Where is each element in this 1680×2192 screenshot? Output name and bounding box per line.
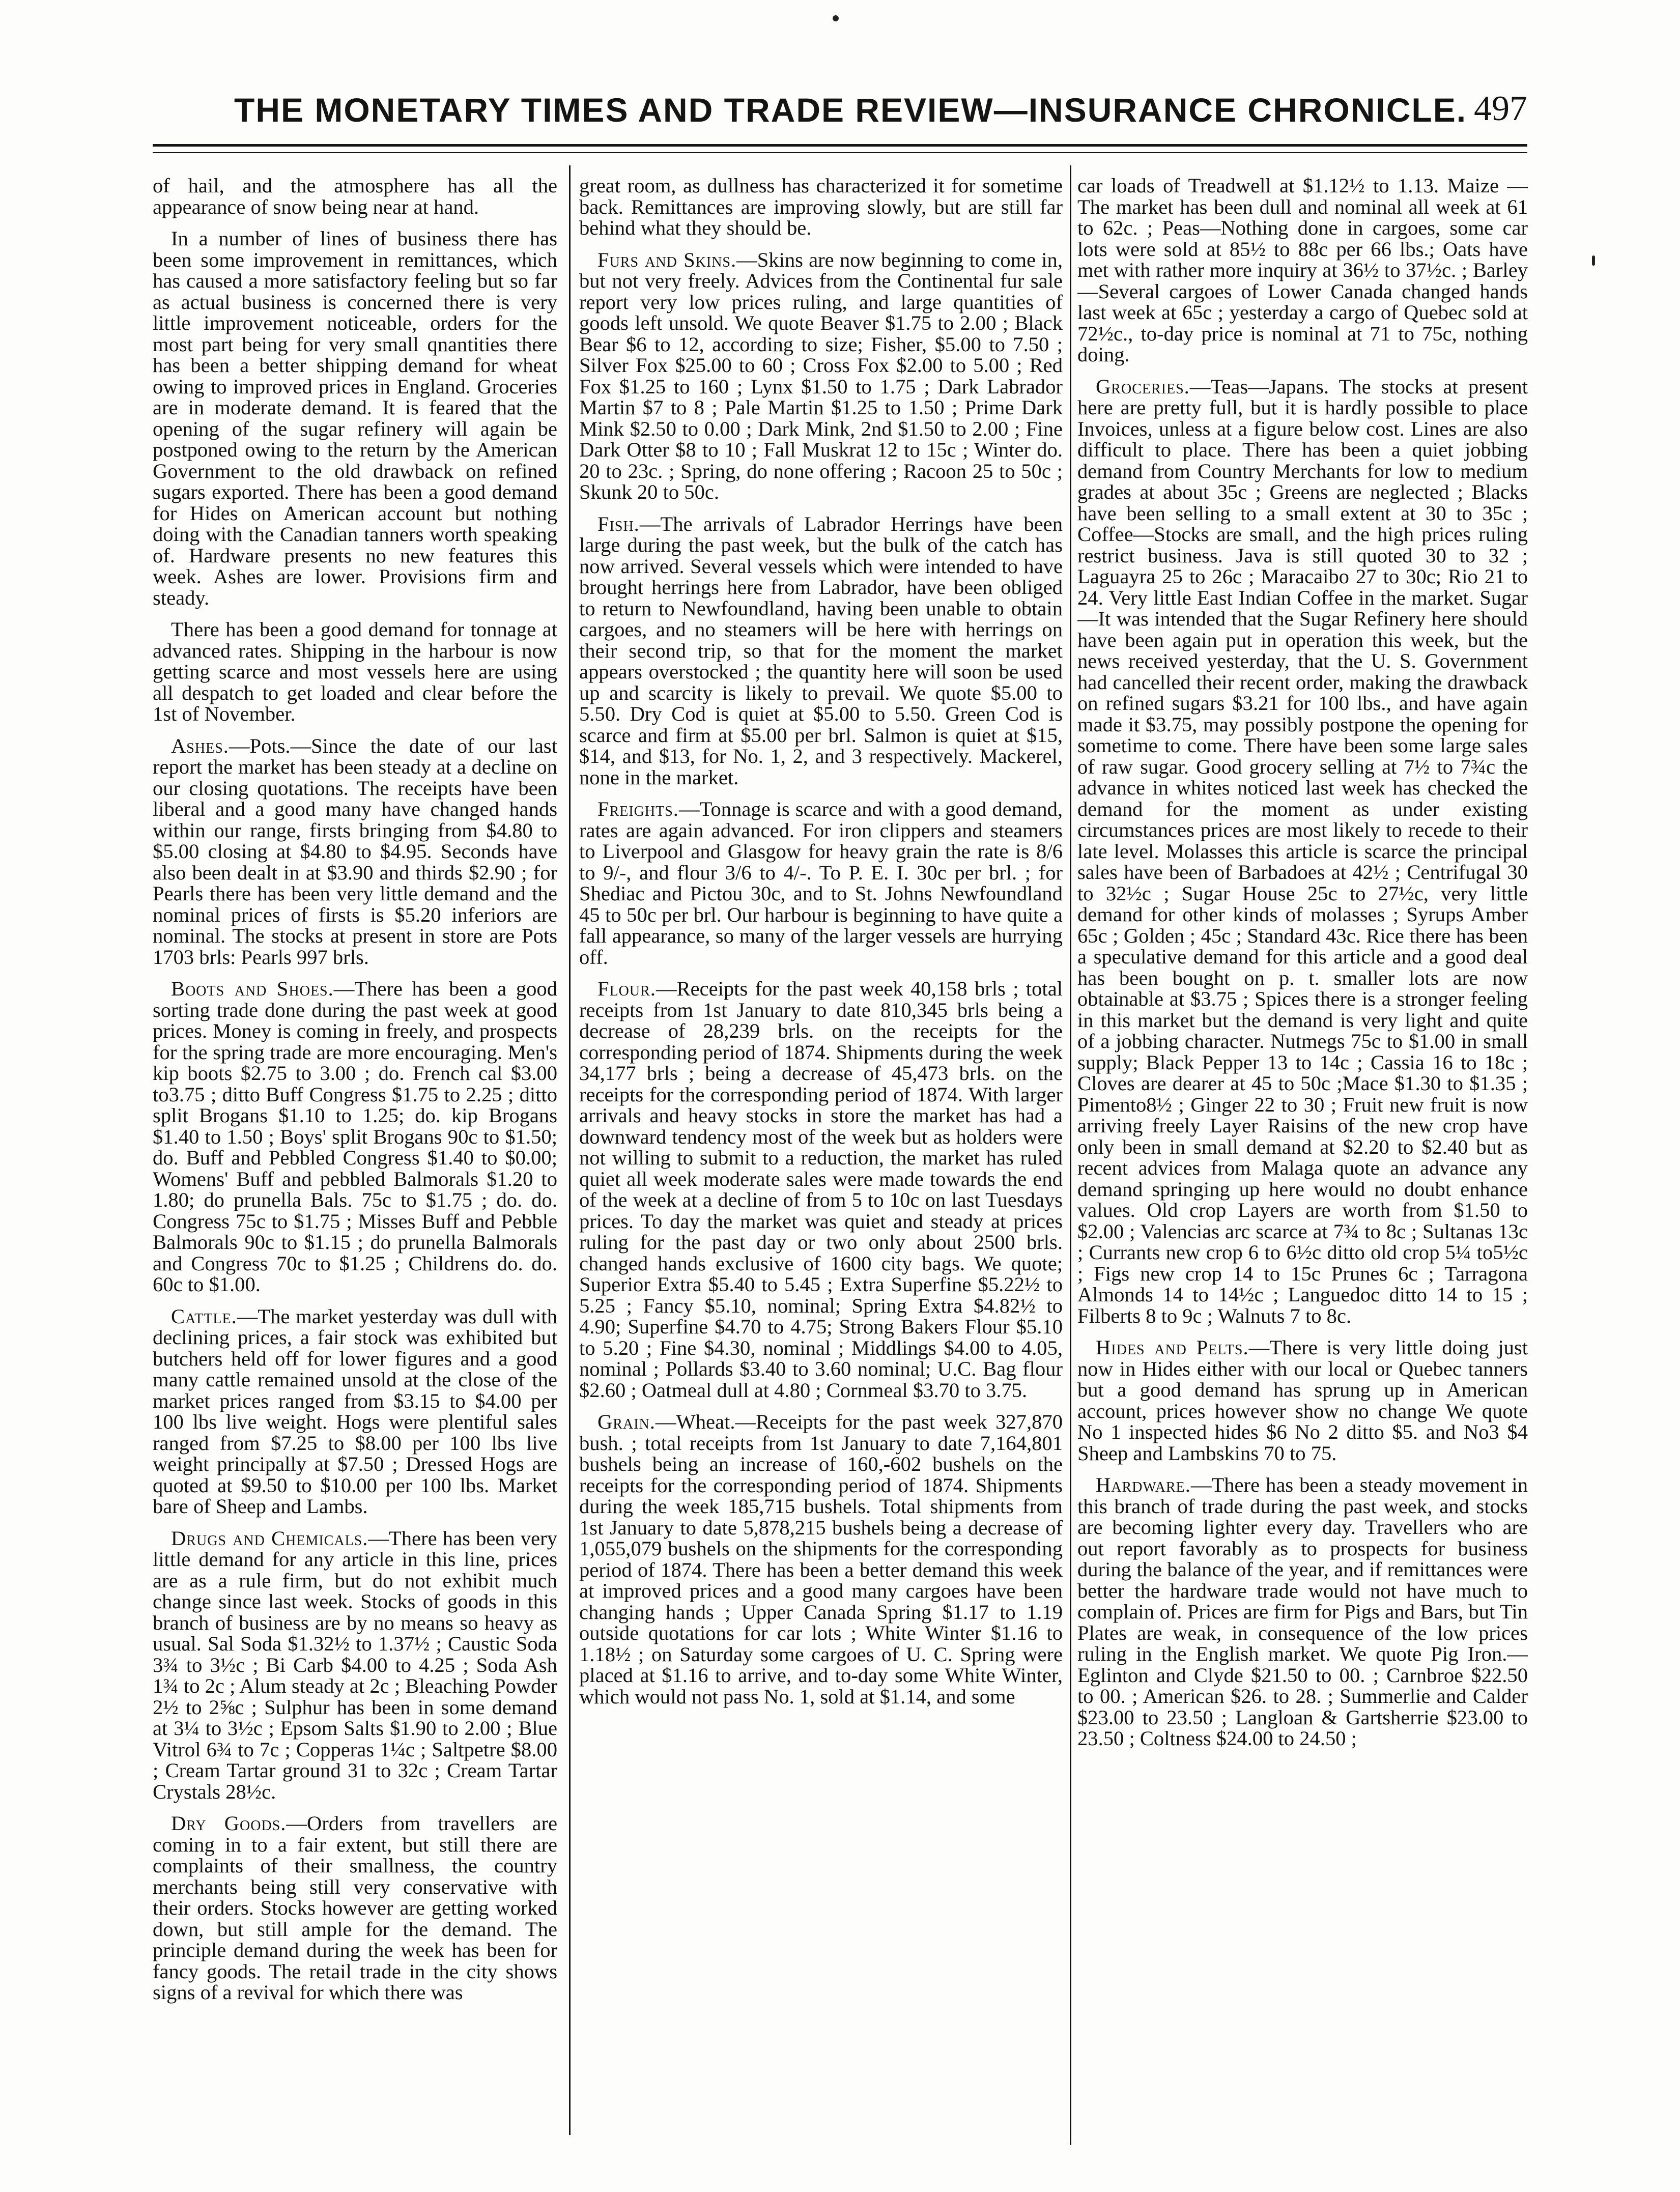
paragraph-text: —Teas—Japans. The stocks at present here are pretty full, but it is hardly possible to place Invoices, unless at a figure below cost. Lines are also difficult to place. There has been a quiet jobbing demand from Country Merchants for low to medium grades at about 35c ; Greens are neglected ; Blacks have been selling to a small extent at 30 to 35c ; Coffee—Stocks are small, and the high prices ruling restrict business. Java is still quoted 30 to 32 ; Laguayra 25 to 26c ; Maracaibo 27 to 30c; Rio 21 to 24. Very little East Indian Coffee in the market. Sugar—It was intended that the Sugar Refinery here should have been again put in operation this week, but the news received yesterday, that the U. S. Government had cancelled their recent order, making the drawback on refined sugars $3.21 for 100 lbs., and have again made it $3.75, may possibly postpone the opening for sometime to come. There have been some large sales of raw sugar. Good grocery selling at 7½ to 7¾c the advance in whites noticed last week has checked the demand for the moment as under existing circumstances prices are most likely to recede to their late level. Molasses this article is scarce the principal sales have been of Barbadoes at 42½ ; Centrifugal 30 to 32½c ; Sugar House 25c to 27½c, very little demand for other kinds of molasses ; Syrups Amber 65c ; Golden ; 45c ; Standard 43c. Rice there has been a speculative demand for this article and a good deal has been bought on p. t. smaller lots are now obtainable at $3.75 ; Spices there is a stronger feeling in this market but the demand is very light and quite of a jobbing character. Nutmegs 75c to $1.00 in small supply; Black Pepper 13 to 14c ; Cassia 16 to 18c ; Cloves are dearer at 45 to 50c ;Mace $1.30 to $1.35 ; Pimento8½ ; Ginger 22 to 30 ; Fruit new fruit is now arriving freely Layer Raisins of the new crop have only been in small demand at $2.20 to $2.40 but as recent advices from Malaga quote an advance any demand springing up here would no doubt enhance values. Old crop Layers are worth from $1.50 to $2.00 ; Valencias arc scarce at 7¾ to 8c ; Sultanas 13c ; Currants new crop 6 to 6½c ditto old crop 5¼ to5½c ; Figs new crop 14 to 15c Prunes 6c ; Tarragona Almonds 14 to 14½c ; Languedoc ditto 14 to 15 ; Filberts 8 to 9c ; Walnuts 7 to 8c. <box>1077 375 1528 1327</box>
section-heading: Flour. <box>597 977 656 1000</box>
header-rule-thick <box>153 144 1527 147</box>
body-paragraph <box>153 619 557 725</box>
paragraph-text: In a number of lines of business there has been some improvement in remittances, which has caused a more satisfactory feeling but so far as actual business is concerned there is very little improvement noticeable, orders for the most part being for very small qnantities there has been a better shipping demand for wheat owing to improved prices in England. Groceries are in moderate demand. It is feared that the opening of the sugar refinery will again be postponed owing to the return by the American Government to the old drawback on refined sugars exported. There has been a good demand for Hides on American account but nothing doing with the Canadian tanners worth speaking of. Hardware presents no new features this week. Ashes are lower. Provisions firm and steady. <box>153 227 557 609</box>
paragraph-text: —Skins are now beginning to come in, but not very freely. Advices from the Continental fur sale report very low prices ruling, and large quantities of goods left unsold. We quote Beaver $1.75 to 2.00 ; Black Bear $6 to 12, according to size; Fisher, $5.00 to 7.50 ; Silver Fox $25.00 to 60 ; Cross Fox $2.00 to 5.00 ; Red Fox $1.25 to 160 ; Lynx $1.50 to 1.75 ; Dark Labrador Martin $7 to 8 ; Pale Martin $1.25 to 1.50 ; Prime Dark Mink $2.50 to 0.00 ; Dark Mink, 2nd $1.50 to 2.00 ; Fine Dark Otter $8 to 10 ; Fall Muskrat 12 to 15c ; Winter do. 20 to 23c. ; Spring, do none offering ; Racoon 25 to 50c ; Skunk 20 to 50c. <box>579 248 1063 503</box>
market-report-paragraph <box>153 1306 557 1517</box>
page-header <box>153 76 1527 143</box>
body-paragraph <box>153 228 557 608</box>
body-paragraph <box>579 175 1063 239</box>
paragraph-text: —There is very little doing just now in Hides either with our local or Quebec tanners but a good demand has sprung up in American account, prices however show no change We quote No 1 inspected hides $6 No 2 ditto $5. and No3 $4 Sheep and Lambskins 70 to 75. <box>1077 1336 1528 1465</box>
column-left <box>153 175 557 2150</box>
market-report-paragraph <box>579 249 1063 503</box>
market-report-paragraph <box>579 1411 1063 1707</box>
column-right <box>1077 175 1528 2150</box>
scan-dot-mark <box>833 15 839 21</box>
paragraph-text: —There has been very little demand for any article in this line, prices are as a rule firm, but do not exhibit much change since last week. Stocks of goods in this branch of business are by no means so heavy as usual. Sal Soda $1.32½ to 1.37½ ; Caustic Soda 3¾ to 3½c ; Bi Carb $4.00 to 4.25 ; Soda Ash 1¾ to 2c ; Alum steady at 2c ; Bleaching Powder 2½ to 2⅝c ; Sulphur has been in some demand at 3¼ to 3½c ; Epsom Salts $1.90 to 2.00 ; Blue Vitrol 6¾ to 7c ; Copperas 1¼c ; Saltpetre $8.00 ; Cream Tartar ground 31 to 32c ; Cream Tartar Crystals 28½c. <box>153 1526 557 1803</box>
market-report-paragraph <box>153 1813 557 2003</box>
section-heading: Hardware. <box>1096 1473 1191 1496</box>
section-heading: Dry Goods. <box>171 1812 287 1835</box>
section-heading: Furs and Skins. <box>597 248 737 271</box>
market-report-paragraph <box>153 1528 557 1803</box>
column-divider-left <box>569 165 571 2135</box>
market-report-paragraph <box>579 799 1063 967</box>
paragraph-text: car loads of Treadwell at $1.12½ to 1.13. Maize —The market has been dull and nominal all week at 61 to 62c. ; Peas—Nothing done in cargoes, some car lots were sold at 85½ to 88c per 66 lbs.; Oats have met with rather more inquiry at 36½ to 37½c. ; Barley—Several cargoes of Lower Canada changed hands last week at 65c ; yesterday a cargo of Quebec sold at 72½c., to-day price is nominal at 71 to 75c, nothing doing. <box>1077 175 1528 366</box>
paragraph-text: —The arrivals of Labrador Herrings have been large during the past week, but the bulk of the catch has now arrived. Several vessels which were intended to have brought herrings here from Labrador, have been obliged to return to Newfoundland, having been unable to obtain cargoes, and no steamers will be here with herrings on their second trip, so that for the moment the market appears overstocked ; the quantity here will soon be used up and scarcity is likely to prevail. We quote $5.00 to 5.50. Dry Cod is quiet at $5.00 to 5.50. Green Cod is scarce and firm at $5.00 per brl. Salmon is quiet at $15, $14, and $13, for No. 1, 2, and 3 respectively. Mackerel, none in the market. <box>579 512 1063 789</box>
section-heading: Cattle. <box>171 1304 237 1328</box>
paragraph-text: There has been a good demand for tonnage at advanced rates. Shipping in the harbour is now getting scarce and most vessels here are using all despatch to get loaded and clear before the 1st of November. <box>153 618 557 725</box>
section-heading: Boots and Shoes. <box>171 977 334 1000</box>
market-report-paragraph <box>153 735 557 968</box>
paragraph-text: —The market yesterday was dull with declining prices, a fair stock was exhibited but butchers held off for lower figures and a good many cattle remained unsold at the close of the market prices ranged from $3.15 to $4.00 per 100 lbs live weight. Hogs were plentiful sales ranged from $7.25 to $8.00 per 100 lbs live weight principally at $7.50 ; Dressed Hogs are quoted at $9.50 to $10.00 per 100 lbs. Market bare of Sheep and Lambs. <box>153 1304 557 1518</box>
section-heading: Drugs and Chemicals. <box>171 1526 368 1550</box>
section-heading: Groceries. <box>1096 375 1190 398</box>
paragraph-text: —Tonnage is scarce and with a good demand, rates are again advanced. For iron clippers and steamers to Liverpool and Glasgow for heavy grain the rate is 8/6 to 9/-, and flour 3/6 to 4/-. To P. E. I. 30c per brl. ; for Shediac and Pictou 30c, and to St. Johns Newfoundland 45 to 50c per brl. Our harbour is beginning to have quite a fall appearance, so many of the larger vessels are hurrying off. <box>579 798 1063 969</box>
section-heading: Freights. <box>597 798 679 820</box>
paragraph-text: of hail, and the atmosphere has all the appearance of snow being near at hand. <box>153 175 557 218</box>
column-middle <box>579 175 1063 2150</box>
paragraph-text: —Receipts for the past week 40,158 brls ; total receipts from 1st January to date 810,345 brls being a decrease of 28,239 brls. on the receipts for the corresponding period of 1874. Shipments during the week 34,177 brls ; being a decrease of 45,473 brls. on the receipts for the corresponding period of 1874. With larger arrivals and heavy stocks in store the market has had a downward tendency most of the week but as holders were not willing to submit to a reduction, the market has ruled quiet all week moderate sales were made towards the end of the week at a decline of from 5 to 10c on last Tuesdays prices. To day the market was quiet and steady at prices ruling for the past day or two only about 2500 brls. changed hands exclusive of 1600 city bags. We quote; Superior Extra $5.40 to 5.45 ; Extra Superfine $5.22½ to 5.25 ; Fancy $5.10, nominal; Spring Extra $4.82½ to 4.90; Superfine $4.70 to 4.75; Strong Bakers Flour $5.10 to 5.20 ; Fine $4.30, nominal ; Middlings $4.00 to 4.05, nominal ; Pollards $3.40 to 3.60 nominal; U.C. Bag flour $2.60 ; Oatmeal dull at 4.80 ; Cornmeal $3.70 to 3.75. <box>579 977 1063 1402</box>
market-report-paragraph <box>579 514 1063 788</box>
market-report-paragraph <box>579 978 1063 1401</box>
column-divider-right <box>1070 165 1071 2145</box>
section-heading: Grain. <box>597 1410 656 1433</box>
section-heading: Ashes. <box>171 734 229 757</box>
page-number: 497 <box>1474 89 1527 128</box>
paragraph-text: —Pots.—Since the date of our last report the market has been steady at a decline on our closing quotations. The receipts have been liberal and a good many have changed hands within our range, firsts bringing from $4.80 to $5.00 closing at $4.80 to $4.95. Seconds have also been dealt in at $3.90 and thirds $2.90 ; for Pearls there has been very little demand and the nominal prices of firsts is $5.20 inferiors are nominal. The stocks at present in store are Pots 1703 brls: Pearls 997 brls. <box>153 734 557 969</box>
paragraph-text: —Orders from travellers are coming in to a fair extent, but still there are complaints of their smallness, the country merchants being still very conservative with their orders. Stocks however are getting worked down, but still ample for the demand. The principle demand during the week has been for fancy goods. The retail trade in the city shows signs of a revival for which there was <box>153 1812 557 2004</box>
market-report-paragraph <box>1077 1474 1528 1749</box>
body-paragraph <box>153 175 557 217</box>
paragraph-text: —Wheat.—Receipts for the past week 327,870 bush. ; total receipts from 1st January to date 7,164,801 bushels being an increase of 160,-602 bushels on the receipts for the corresponding period of 1874. Shipments during the week 185,715 bushels. Total shipments from 1st January to date 5,878,215 bushels being a decrease of 1,055,079 bushels on the shipments for the corresponding period of 1874. There has been a better demand this week at improved prices and a good many cargoes have been changing hands ; Upper Canada Spring $1.17 to 1.19 outside quotations for car lots ; White Winter $1.16 to 1.18½ ; on Saturday some cargoes of U. C. Spring were placed at $1.16 to arrive, and to-day some White Winter, which would not pass No. 1, sold at $1.14, and some <box>579 1410 1063 1708</box>
market-report-paragraph <box>1077 1337 1528 1464</box>
header-rule-thin <box>153 152 1527 153</box>
section-heading: Hides and Pelts. <box>1096 1336 1249 1359</box>
body-paragraph <box>1077 175 1528 365</box>
market-report-paragraph <box>153 978 557 1295</box>
journal-title: THE MONETARY TIMES AND TRADE REVIEW—INSURANCE CHRONICLE. <box>234 91 1467 129</box>
paragraph-text: —There has been a steady movement in this branch of trade during the past week, and stocks are becoming lighter every day. Travellers who are out report favorably as to prospects for business during the balance of the year, and if remittances were better the hardware trade would not have much to complain of. Prices are firm for Pigs and Bars, but Tin Plates are weak, in consequence of the low prices ruling in the English market. We quote Pig Iron.—Eglinton and Clyde $21.50 to 00. ; Carnbroe $22.50 to 00. ; American $26. to 28. ; Summerlie and Calder $23.00 to 23.50 ; Langloan & Gartsherrie $23.00 to 23.50 ; Coltness $24.00 to 24.50 ; <box>1077 1473 1528 1750</box>
section-heading: Fish. <box>597 512 640 535</box>
paragraph-text: great room, as dullness has characterized it for sometime back. Remittances are improving slowly, but are still far behind what they should be. <box>579 175 1063 239</box>
scan-dot-mark <box>1592 255 1595 266</box>
market-report-paragraph <box>1077 376 1528 1327</box>
paragraph-text: —There has been a good sorting trade done during the past week at good prices. Money is coming in freely, and prospects for the spring trade are more encouraging. Men's kip boots $2.75 to 3.00 ; do. French cal $3.00 to3.75 ; ditto Buff Congress $1.75 to 2.25 ; ditto split Brogans $1.10 to 1.25; do. kip Brogans $1.40 to 1.50 ; Boys' split Brogans 90c to $1.50; do. Buff and Pebbled Congress $1.40 to $0.00; Womens' Buff and pebbled Balmorals $1.20 to 1.80; do prunella Bals. 75c to $1.75 ; do. do. Congress 75c to $1.75 ; Misses Buff and Pebble Balmorals 90c to $1.15 ; do prunella Balmorals and Congress 70c to $1.25 ; Childrens do. do. 60c to $1.00. <box>153 977 557 1296</box>
